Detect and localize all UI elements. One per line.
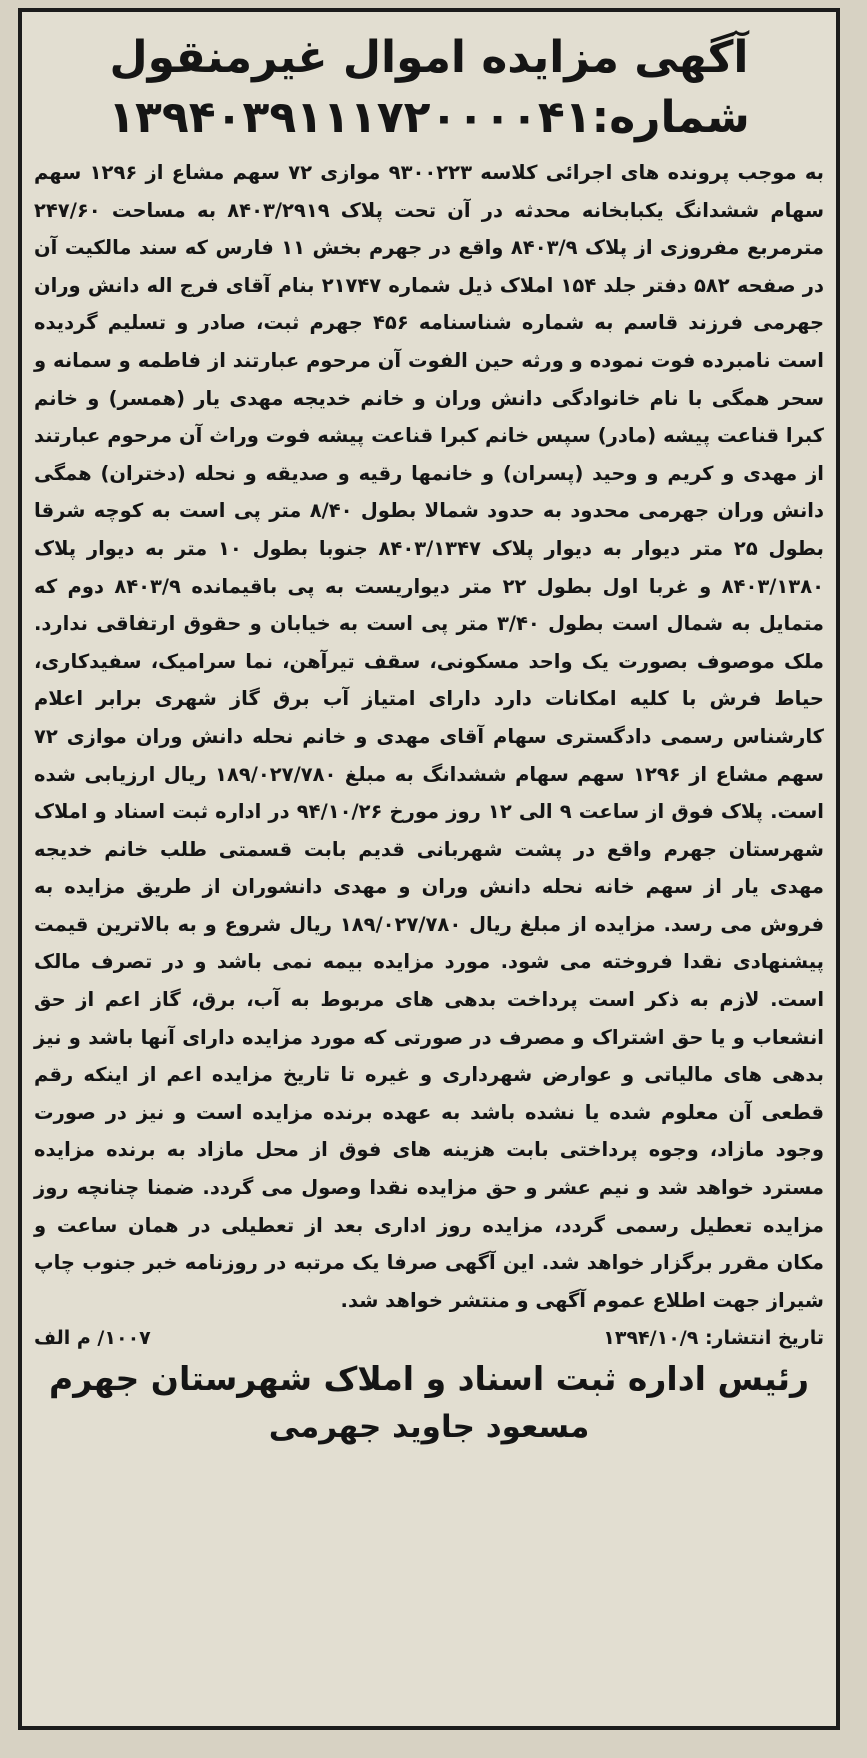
signature-name: مسعود جاوید جهرمی <box>268 1409 590 1446</box>
notice-content <box>34 22 824 1716</box>
notice-code: ۱۰۰۷/ م الف <box>34 1327 151 1350</box>
notice-footer <box>34 1321 824 1355</box>
notice-number: شماره:۱۳۹۴۰۳۹۱۱۱۷۲۰۰۰۰۴۱ <box>108 92 750 143</box>
newspaper-notice <box>18 8 840 1730</box>
notice-body: به موجب پرونده های اجرائی کلاسه ۹۳۰۰۲۲۳ موازی ۷۲ سهم مشاع از ۱۲۹۶ سهم سهام ششدانگ یکبابخانه محدثه در آن تحت پلاک ۸۴۰۳/۲۹۱۹ به مساحت ۲۴۷/۶۰ مترمربع مفروزی از پلاک ۸۴۰۳/۹ واقع در جهرم بخش ۱۱ فارس که سند مالکیت آن در صفحه ۵۸۲ دفتر جلد ۱۵۴ املاک ذیل شماره ۲۱۷۴۷ بنام آقای فرج اله دانش وران جهرمی فرزند قاسم به شماره شناسنامه ۴۵۶ جهرم ثبت، صادر و تسلیم گردیده است نامبرده فوت نموده و ورثه حین الفوت آن مرحوم عبارتند از فاطمه و سمانه و سحر همگی با نام خانوادگی دانش وران و خانم خدیجه مهدی یار (همسر) و خانم کبرا قناعت پیشه (مادر) سپس خانم کبرا قناعت پیشه فوت وراث آن مرحوم عبارتند از مهدی و کریم و وحید (پسران) و خانمها رقیه و صدیقه و نحله (دختران) همگی دانش وران جهرمی محدود به حدود شمالا بطول ۸/۴۰ متر پی است به کوچه شرقا بطول ۲۵ متر دیوار به دیوار پلاک ۸۴۰۳/۱۳۴۷ جنوبا بطول ۱۰ متر به دیوار پلاک ۸۴۰۳/۱۳۸۰ و غربا اول بطول ۲۲ متر دیواریست به پی باقیمانده ۸۴۰۳/۹ دوم که متمایل به شمال است بطول ۳/۴۰ متر پی است به خیابان و حقوق ارتفاقی ندارد. ملک موصوف بصورت یک واحد مسکونی، سقف تیرآهن، نما سرامیک، سفیدکاری، حیاط فرش با کلیه امکانات دارد دارای امتیاز آب برق گاز شهری برابر اعلام کارشناس رسمی دادگستری سهام آقای مهدی و خانم نحله دانش وران موازی ۷۲ سهم مشاع از ۱۲۹۶ سهم سهام ششدانگ به مبلغ ۱۸۹/۰۲۷/۷۸۰ ریال ارزیابی شده است. پلاک فوق از ساعت ۹ الی ۱۲ روز مورخ ۹۴/۱۰/۲۶ در اداره ثبت اسناد و املاک شهرستان جهرم واقع در پشت شهربانی قدیم بابت قسمتی طلب خانم خدیجه مهدی یار از سهم خانه نحله دانش وران و مهدی دانشوران از طریق مزایده به فروش می رسد. مزایده از مبلغ ریال ۱۸۹/۰۲۷/۷۸۰ ریال شروع و به بالاترین قیمت پیشنهادی نقدا فروخته می شود. مورد مزایده بیمه نمی باشد و در تصرف مالک است. لازم به ذکر است پرداخت بدهی های مربوط به آب، برق، گاز اعم از حق انشعاب و یا حق اشتراک و مصرف در صورتی که مورد مزایده دارای آنها باشد و نیز بدهی های مالیاتی و عوارض شهرداری و غیره تا تاریخ مزایده اعم از اینکه رقم قطعی آن معلوم شده یا نشده باشد به عهده برنده مزایده است و نیز در صورت وجود مازاد، وجوه پرداختی بابت هزینه های فوق از محل مازاد به برنده مزایده مسترد خواهد شد و نیم عشر و حق مزایده نقدا وصول می گردد. ضمنا چنانچه روز مزایده تعطیل رسمی گردد، مزایده روز اداری بعد از تعطیلی در همان ساعت و مکان مقرر برگزار خواهد شد. این آگهی صرفا یک مرتبه در روزنامه خبر جنوب چاپ شیراز جهت اطلاع عموم آگهی و منتشر خواهد شد. <box>34 161 825 1312</box>
signature-title: رئیس اداره ثبت اسناد و املاک شهرستان جهرم <box>49 1359 809 1399</box>
publish-date: تاریخ انتشار: ۱۳۹۴/۱۰/۹ <box>603 1327 824 1350</box>
notice-title: آگهی مزایده اموال غیرمنقول <box>109 32 749 83</box>
